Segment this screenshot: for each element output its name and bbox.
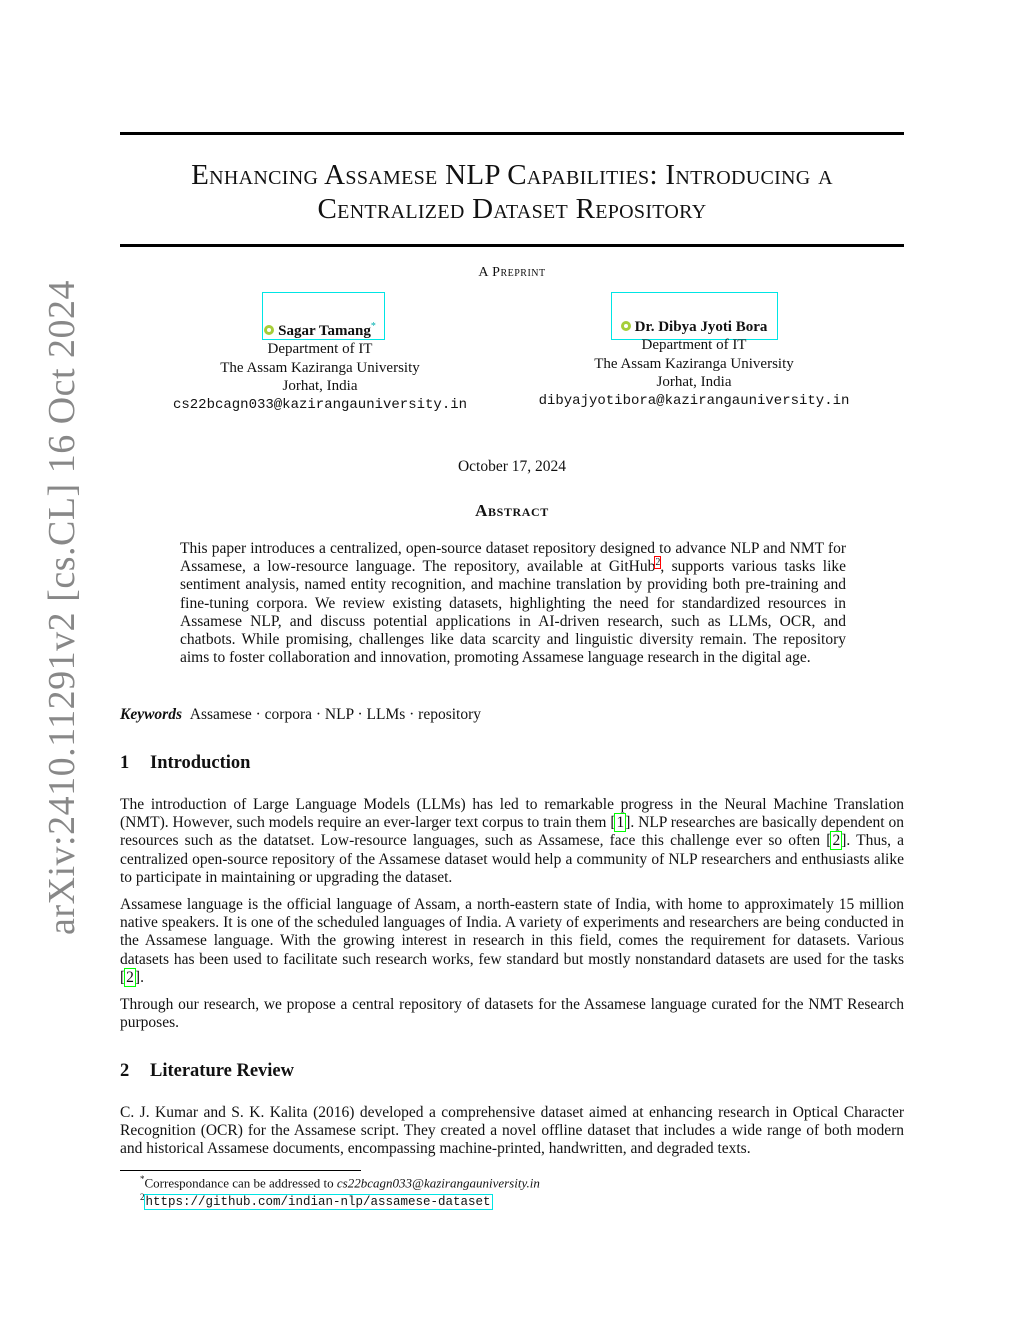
footnote-1 [140,1174,540,1191]
orcid-icon[interactable] [264,325,274,335]
footnote-ref-2[interactable]: 2 [655,557,661,569]
text-run: The introduction of Large Language Models (LLMs) has led to remarkable progress in the Neural Machine Translation (NMT). However, such models require an ever-larger text corpus to train them [ [120,796,904,832]
orcid-icon[interactable] [621,321,631,331]
author-1-footnote-mark[interactable]: * [370,321,376,332]
intro-paragraph-3: Through our research, we propose a central repository of datasets for the Assamese language curated for the NMT Research purposes. [120,996,904,1032]
author-1-block [120,318,520,414]
author-2-name[interactable]: Dr. Dibya Jyoti Bora [634,319,768,335]
section-number: 2 [120,1061,130,1081]
author-1-location: Jorhat, India [282,378,358,395]
section-number: 1 [120,753,130,773]
keywords-list: Assamese · corpora · NLP · LLMs · repository [189,706,482,723]
footnote-2 [140,1192,492,1209]
keywords-label: Keywords [120,706,182,723]
author-2-location: Jorhat, India [656,374,732,391]
text-run: Assamese language is the official language of Assam, a north-eastern state of India, with home to approximately 15 million native speakers. It is one of the scheduled languages of India. A variety of experiments and researchers are being conducted in the Assamese language. With the growing interest in research in this field, comes the requirement for datasets. Various datasets has been used to facilitate such research works, few standard but mostly nonstandard datasets are used for the tasks [ [120,896,904,986]
author-1-name[interactable]: Sagar Tamang [278,323,371,339]
arxiv-stamp: arXiv:2410.11291v2 [cs.CL] 16 Oct 2024 [41,279,83,935]
title-bottom-rule [120,244,904,247]
paper-title [120,158,904,226]
paper-date: October 17, 2024 [457,458,567,475]
author-2-department: Department of IT [641,337,747,354]
author-1-email: cs22bcagn033@kazirangauniversity.in [172,396,468,413]
intro-paragraph-1 [120,796,904,887]
abstract-part-2: , supports various tasks like sentiment analysis, named entity recognition, and machine translation by providing both pre-training and fine-tuning corpora. We review existing datasets, highlighting the need for standardized resources in Assamese NLP, and discuss potential applications in AI-driven research, such as LLMs, OCR, and chatbots. While promising, challenges like data scarcity and linguistic diversity remain. The repository aims to foster collaboration and innovation, promoting Assamese language research in the digital age. [180,558,847,667]
author-1-department: Department of IT [267,341,373,358]
title-line-1: Enhancing Assamese NLP Capabilities: Introducing a [191,159,833,191]
author-2-university: The Assam Kaziranga University [594,355,794,372]
citation-link[interactable]: 2 [832,832,841,850]
footnote-email: cs22bcagn033@kazirangauniversity.in [336,1175,540,1191]
title-line-2: Centralized Dataset Repository [317,193,707,225]
intro-paragraph-2 [120,896,904,987]
github-repo-link[interactable]: https://github.com/indian-nlp/assamese-dataset [145,1195,491,1210]
keywords [120,706,481,724]
section-title: Introduction [150,753,251,773]
text-run: ]. [134,968,144,986]
abstract-text [180,540,846,667]
text-run: ]. NLP researches are basically dependent on resources such as the datatset. Low-resource languages, such as Assamese, face this challenge ever so often [ [120,814,904,850]
footnote-rule [120,1170,361,1171]
abstract-part-1: This paper introduces a centralized, open-source dataset repository designed to advance NLP and NMT for Assamese, a low-resource language. The repository, available at GitHub [180,540,846,576]
section-title: Literature Review [150,1061,295,1081]
footnote-text: Correspondance can be addressed to [144,1175,337,1191]
litreview-paragraph-1: C. J. Kumar and S. K. Kalita (2016) developed a comprehensive dataset aimed at enhancing research in Optical Character Recognition (OCR) for the Assamese script. They created a novel offline dataset that includes a wide range of both modern and historical Assamese documents, encompassing machine-printed, handwritten, and degraded texts. [120,1104,904,1158]
author-2-block [494,318,894,410]
title-top-rule [120,132,904,135]
citation-link[interactable]: 1 [616,814,625,832]
text-run: ]. Thus, a centralized open-source repository of the Assamese dataset would help a community of NLP researchers and enthusiasts alike to participate in maintaining or upgrading the dataset. [120,832,905,886]
author-2-email: dibyajyotibora@kazirangauniversity.in [538,392,850,409]
section-heading-literature-review [120,1061,294,1082]
abstract-heading: Abstract [475,501,549,520]
author-1-university: The Assam Kaziranga University [220,359,420,376]
footnote-mark: * [140,1174,145,1184]
citation-link[interactable]: 2 [126,968,134,986]
section-heading-introduction [120,753,250,774]
footnote-mark: 2 [140,1192,145,1202]
preprint-label: A Preprint [478,265,546,280]
